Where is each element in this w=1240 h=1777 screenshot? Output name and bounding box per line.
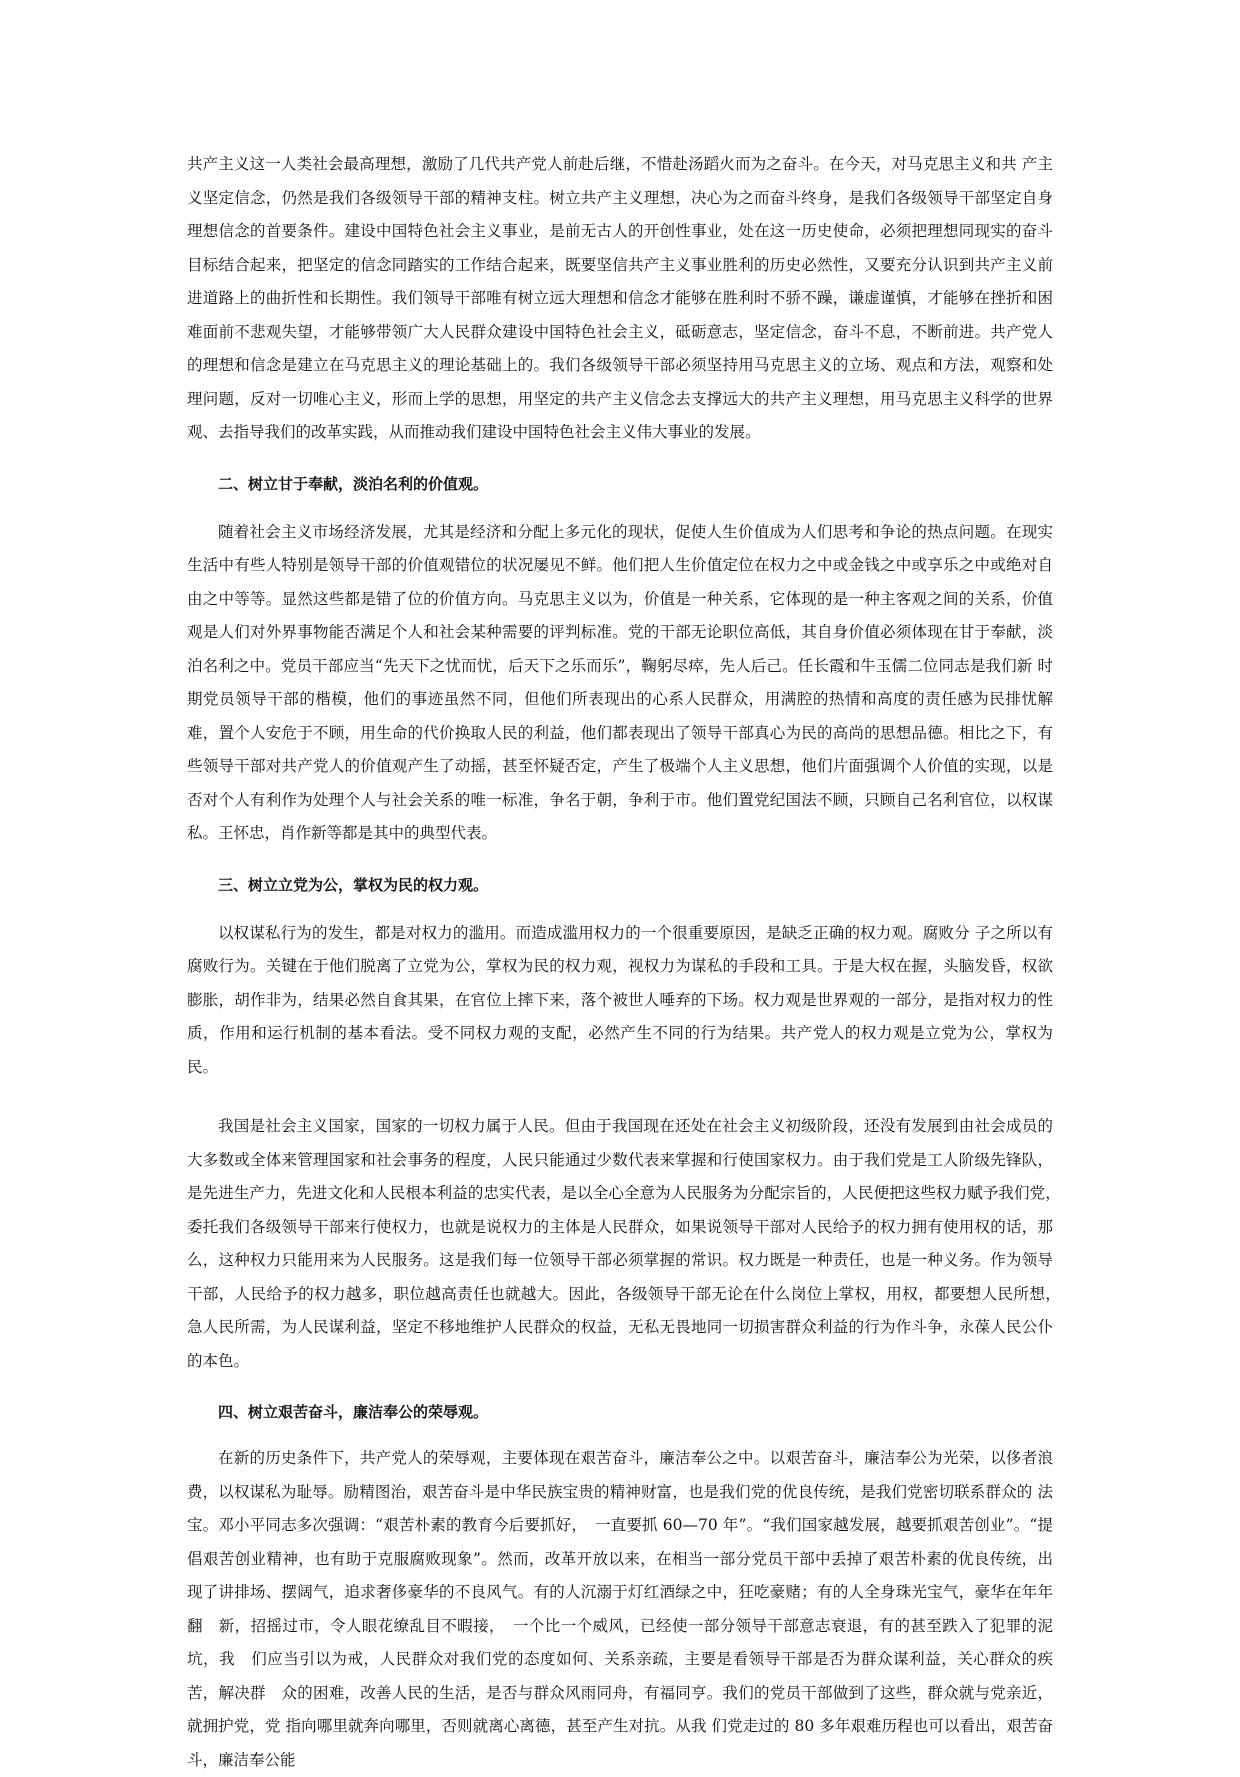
- intro-paragraph: 共产主义这一人类社会最高理想，激励了几代共产党人前赴后继，不惜赴汤蹈火而为之奋斗。在今天，对马克思主义和共 产主 义坚定信念，仍然是我们各级领导干部的精神支柱。树立共产主义理想，决心为之而奋斗终身，是我们各级领导干部坚定自身 理想信念的首要条件。建设中国特色社会主义事业，是前无古人的开创性事业，处在这一历史使命，必须把理想同现实的奋斗 目标结合起来，把坚定的信念同踏实的工作结合起来，既要坚信共产主义事业胜利的历史必然性，又要充分认识到共产主义前 进道路上的曲折性和长期性。我们领导干部唯有树立远大理想和信念才能够在胜利时不骄不躁，谦虚谨慎，才能够在挫折和困 难面前不悲观失望，才能够带领广大人民群众建设中国特色社会主义，砥砺意志，坚定信念，奋斗不息，不断前进。共产党人 的理想和信念是建立在马克思主义的理论基础上的。我们各级领导干部必须坚持用马克思主义的立场、观点和方法，观察和处 理问题，反对一切唯心主义，形而上学的思想，用坚定的共产主义信念去支撑远大的共产主义理想，用马克思主义科学的世界 观、去指导我们的改革实践，从而推动我们建设中国特色社会主义伟大事业的发展。: [187, 155, 1053, 441]
- section-heading-power: 三、树立立党为公，掌权为民的权力观。: [218, 875, 489, 894]
- section-paragraph-values: 随着社会主义市场经济发展，尤其是经济和分配上多元化的现状，促使人生价值成为人们思考和争论的热点问题。在现实生活中有些人特别是领导干部的价值观错位的状况屡见不鲜。他们把人生价值定位在权力之中或金钱之中或享乐之中或绝对自由之中等等。显然这些都是错了位的价值方向。马克思主义以为，价值是一种关系，它体现的是一种主客观之间的关系，价值观是人们对外界事物能否满足个人和社会某种需要的评判标准。党的干部无论职位高低，其自身价值必须体现在甘于奉献，淡泊名利之中。党员干部应当“先天下之忧而忧，后天下之乐而乐”，鞠躬尽瘁，先人后己。任长霞和牛玉儒二位同志是我们新 时期党员领导干部的楷模，他们的事迹虽然不同，但他们所表现出的心系人民群众，用满腔的热情和高度的责任感为民排忧解 难，置个人安危于不顾，用生命的代价换取人民的利益，他们都表现出了领导干部真心为民的高尚的思想品德。相比之下，有 些领导干部对共产党人的价值观产生了动摇，甚至怀疑否定，产生了极端个人主义思想，他们片面强调个人价值的实现，以是 否对个人有利作为处理个人与社会关系的唯一标准，争名于朝，争利于市。他们置党纪国法不顾，只顾自己名利官位，以权谋 私。王怀忠，肖作新等都是其中的典型代表。: [187, 522, 1053, 842]
- section-heading-honor: 四、树立艰苦奋斗，廉洁奉公的荣辱观。: [218, 1403, 489, 1421]
- section-paragraph-honor: 在新的历史条件下，共产党人的荣辱观，主要体现在艰苦奋斗，廉洁奉公之中。以艰苦奋斗，廉洁奉公为光荣，以侈者浪费，以权谋私为耻辱。励精图治，艰苦奋斗是中华民族宝贵的精神财富，也是我们党的优良传统，是我们党密切联系群众的 法宝。邓小平同志多次强调：“艰苦朴素的教育今后要抓好， 一直要抓 60—70 年”。“我们国家越发展，越要抓艰苦创业”。“提 倡艰苦创业精神，也有助于克服腐败现象”。然而，改革开放以来，在相当一部分党员干部中丢掉了艰苦朴素的优良传统，出 现了讲排场、摆阔气，追求奢侈豪华的不良风气。有的人沉溺于灯红酒绿之中，狂吃豪赌；有的人全身珠光宝气，豪华在年年翻 新，招摇过市，令人眼花缭乱目不暇接， 一个比一个威风，已经使一部分领导干部意志衰退，有的甚至跌入了犯罪的泥坑，我 们应当引以为戒，人民群众对我们党的态度如何、关系亲疏，主要是看领导干部是否为群众谋利益，关心群众的疾苦，解决群 众的困难，改善人民的生活，是否与群众风雨同舟，有福同亨。我们的党员干部做到了这些，群众就与党亲近，就拥护党，党 指向哪里就奔向哪里，否则就离心离德，甚至产生对抗。从我 们党走过的 80 多年艰难历程也可以看出，艰苦奋斗，廉洁奉公能: [187, 1449, 1069, 1769]
- section-paragraph-power-1: 以权谋私行为的发生，都是对权力的滥用。而造成滥用权力的一个很重要原因，是缺乏正确的权力观。腐败分 子之所以有腐败行为。关键在于他们脱离了立党为公，掌权为民的权力观，视权力为谋私的手段和工具。于是大权在握，头脑发昏，权欲膨胀，胡作非为，结果必然自食其果，在官位上摔下来，落个被世人唾弃的下场。权力观是世界观的一部分，是指对权力的性质，作用和运行机制的基本看法。受不同权力观的支配，必然产生不同的行为结果。共产党人的权力观是立党为公，掌权为民。: [187, 923, 1053, 1076]
- section-heading-values: 二、树立甘于奉献，淡泊名利的价值观。: [218, 474, 489, 493]
- section-paragraph-power-2: 我国是社会主义国家，国家的一切权力属于人民。但由于我国现在还处在社会主义初级阶段，还没有发展到由社会成员的大多数或全体来管理国家和社会事务的程度，人民只能通过少数代表来掌握和行使国家权力。由于我们党是工人阶级先锋队，是先进生产力，先进文化和人民根本利益的忠实代表，是以全心全意为人民服务为分配宗旨的，人民便把这些权力赋予我们党， 委托我们各级领导干部来行使权力，也就是说权力的主体是人民群众，如果说领导干部对人民给予的权力拥有使用权的话，那 么，这种权力只能用来为人民服务。这是我们每一位领导干部必须掌握的常识。权力既是一种责任，也是一种义务。作为领导 干部，人民给予的权力越多，职位越高责任也就越大。因此，各级领导干部无论在什么岗位上掌权，用权，都要想人民所想， 急人民所需，为人民谋利益，坚定不移地维护人民群众的权益，无私无畏地同一切损害群众利益的行为作斗争，永葆人民公仆 的本色。: [187, 1117, 1085, 1370]
- document-body: [187, 148, 1085, 1777]
